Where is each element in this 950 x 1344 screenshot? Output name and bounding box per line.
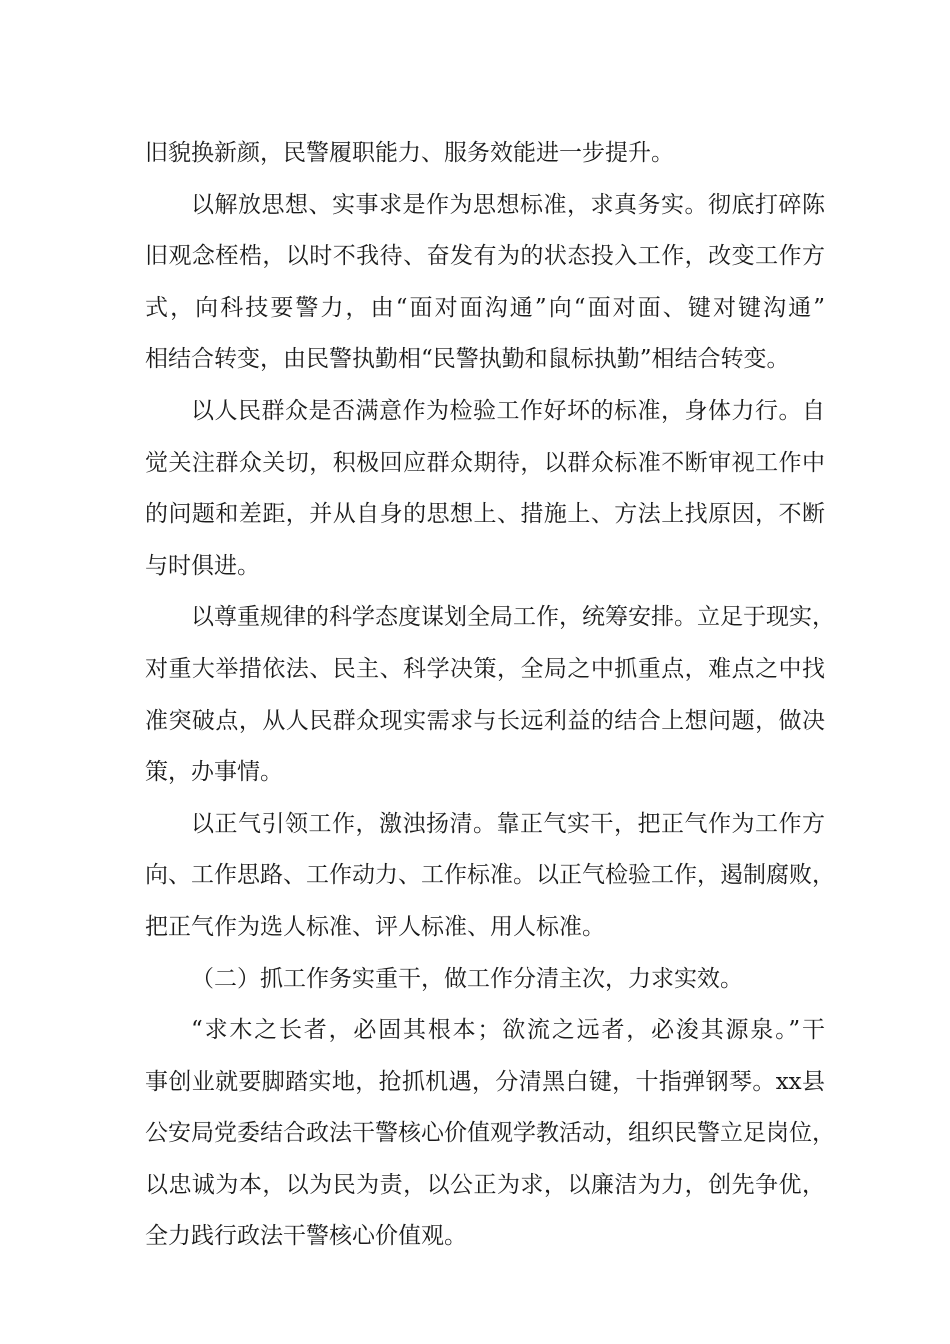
paragraph-line: 公安局党委结合政法干警核心价值观学教活动，组织民警立足岗位，: [145, 1120, 835, 1147]
paragraph-line: 向、工作思路、工作动力、工作标准。以正气检验工作，遏制腐败，: [145, 862, 835, 889]
paragraph-line: 对重大举措依法、民主、科学决策，全局之中抓重点，难点之中找: [145, 655, 825, 682]
section-heading: （二）抓工作务实重干，做工作分清主次，力求实效。: [191, 965, 743, 992]
paragraph-line: 以尊重规律的科学态度谋划全局工作，统筹安排。立足于现实，: [191, 604, 835, 631]
paragraph-line: 全力践行政法干警核心价值观。: [145, 1223, 467, 1250]
paragraph-line: 以忠诚为本，以为民为责，以公正为求，以廉洁为力，创先争优，: [145, 1171, 825, 1198]
paragraph-line: 以解放思想、实事求是作为思想标准，求真务实。彻底打碎陈: [191, 191, 825, 218]
paragraph-line: 准突破点，从人民群众现实需求与长远利益的结合上想问题，做决: [145, 707, 825, 734]
paragraph-line: 与时俱进。: [145, 552, 260, 579]
document-body: [145, 128, 835, 1263]
paragraph-line: 旧貌换新颜，民警履职能力、服务效能进一步提升。: [145, 140, 674, 166]
paragraph-line: 的问题和差距，并从自身的思想上、措施上、方法上找原因，不断: [145, 501, 825, 528]
paragraph-line: 策，办事情。: [145, 759, 283, 786]
paragraph-line: 觉关注群众关切，积极回应群众期待，以群众标准不断审视工作中: [145, 449, 825, 476]
paragraph-line: “求木之长者，必固其根本；欲流之远者，必浚其源泉。”干: [191, 1017, 825, 1044]
paragraph-line: 相结合转变，由民警执勤相“民警执勤和鼠标执勤”相结合转变。: [145, 346, 790, 373]
paragraph-line: 把正气作为选人标准、评人标准、用人标准。: [145, 913, 605, 940]
paragraph-line: 式，向科技要警力，由“面对面沟通”向“面对面、键对键沟通”: [145, 294, 825, 321]
paragraph-line: 以正气引领工作，激浊扬清。靠正气实干，把正气作为工作方: [191, 810, 825, 837]
paragraph-line: 事创业就要脚踏实地，抢抓机遇，分清黑白键，十指弹钢琴。xx县: [145, 1068, 825, 1095]
paragraph-line: 以人民群众是否满意作为检验工作好坏的标准，身体力行。自: [191, 397, 825, 424]
paragraph-line: 旧观念桎梏，以时不我待、奋发有为的状态投入工作，改变工作方: [145, 243, 825, 270]
